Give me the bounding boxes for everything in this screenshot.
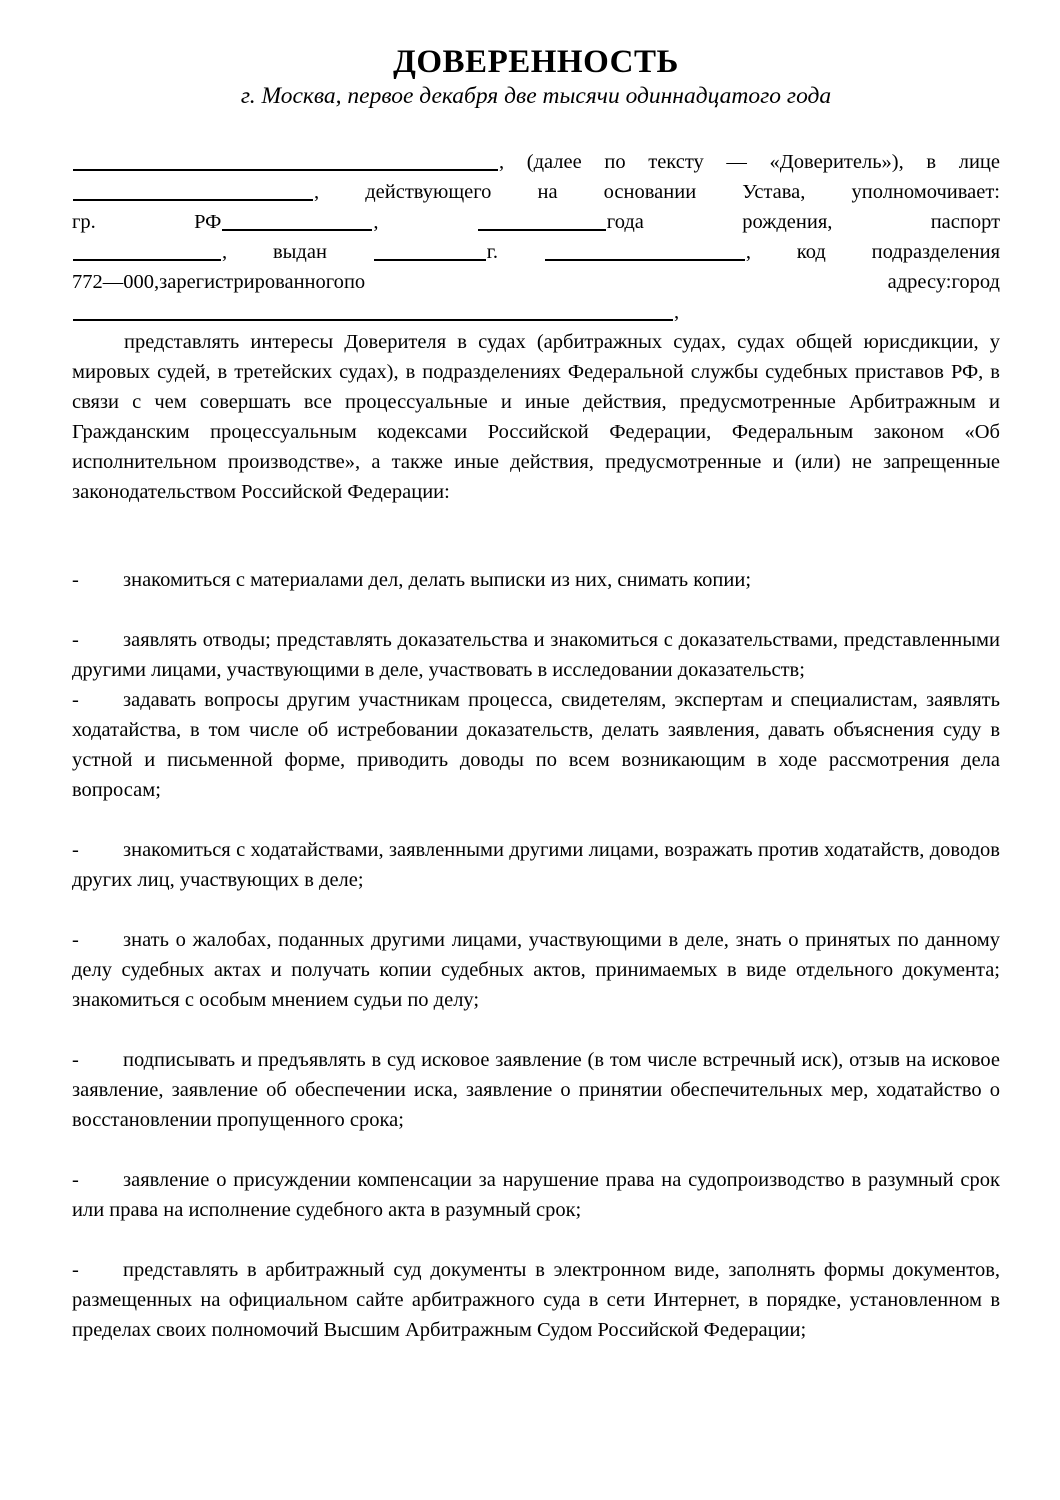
clause-claims xyxy=(72,1045,1000,1135)
representative-name-blank[interactable] xyxy=(73,179,313,202)
preamble-line-5 xyxy=(72,267,1000,297)
country-label: РФ xyxy=(194,210,222,233)
clause-electronic xyxy=(72,1255,1000,1345)
bullet-dash-icon: - xyxy=(72,838,79,861)
clause-questions xyxy=(72,685,1000,805)
preamble-line-1-text: , (далее по тексту — «Доверитель»), в лице xyxy=(499,150,1000,173)
clause-spacer xyxy=(72,1135,1000,1165)
clause-compensation xyxy=(72,1165,1000,1225)
clause-questions-text: задавать вопросы другим участникам процесса, свидетелям, экспертам и специалистам, заявлять ходатайства, в том числе об истребовании доказательств, делать заявления, давать объяснения суду в устной и письменной форме, приводить доводы по всем возникающим в ходе рассмотрения дела вопросам; xyxy=(72,688,1000,801)
authority-scope-paragraph: представлять интересы Доверителя в судах (арбитражных судах, судах общей юрисдикции, у мировых судей, в третейских судах), в подразделениях Федеральной службы судебных приставов РФ, в связи с чем совершать все процессуальные и иные действия, предусмотренные Арбитражным и Гражданским процессуальным кодексами Российской Федерации, Федеральным законом «Об исполнительном производстве», а также иные действия, предусмотренные и (или) не запрещенные законодательством Российской Федерации: xyxy=(72,330,1000,503)
preamble-line-2-text: , действующего на основании Устава, уполномочивает: xyxy=(314,180,1000,203)
bullet-dash-icon: - xyxy=(72,568,79,591)
clause-motions-text: знакомиться с ходатайствами, заявленными другими лицами, возражать против ходатайств, доводов других лиц, участвующих в деле; xyxy=(72,838,1000,891)
issued-label: , выдан xyxy=(222,240,327,263)
issue-date-blank[interactable] xyxy=(374,239,486,262)
citizen-label: гр. xyxy=(72,210,96,233)
address-label: по адресу: xyxy=(343,270,952,293)
birth-date-blank[interactable] xyxy=(478,209,606,232)
clause-spacer xyxy=(72,595,1000,625)
clause-complaints-text: знать о жалобах, поданных другими лицами, участвующими в деле, знать о принятых по данному делу судебных актах и получать копии судебных актов, принимаемых в виде отдельного документа; знакомиться с особым мнением судьи по делу; xyxy=(72,928,1000,1011)
clause-challenges xyxy=(72,625,1000,685)
bullet-dash-icon: - xyxy=(72,628,79,651)
birth-label: рождения, xyxy=(742,210,833,233)
preamble-line-6 xyxy=(72,297,1000,327)
birth-year-label: года xyxy=(606,210,644,233)
clause-spacer xyxy=(72,1225,1000,1255)
page-title: ДОВЕРЕННОСТЬ xyxy=(393,44,679,80)
city-abbrev-label: г. xyxy=(486,240,498,263)
bullet-dash-icon: - xyxy=(72,1168,79,1191)
passport-label: паспорт xyxy=(930,210,1001,233)
clause-spacer xyxy=(72,1015,1000,1045)
clause-electronic-text: представлять в арбитражный суд документы в электронном виде, заполнять формы документов, размещенных на официальном сайте арбитражного суда в сети Интернет, в порядке, установленном в пределах своих полномочий Высшим Арбитражным Судом Российской Федерации; xyxy=(72,1258,1000,1341)
address-blank[interactable] xyxy=(73,299,673,322)
bullet-dash-icon: - xyxy=(72,688,79,711)
clause-spacer xyxy=(72,895,1000,925)
preamble-line-1 xyxy=(72,147,1000,177)
powers-list xyxy=(72,565,1000,1345)
passport-number-blank[interactable] xyxy=(73,239,221,262)
preamble-line-2 xyxy=(72,177,1000,207)
issuing-authority-blank[interactable] xyxy=(545,239,745,262)
division-code-label: , код подразделения xyxy=(745,240,1001,263)
principal-name-blank[interactable] xyxy=(73,149,498,172)
clause-claims-text: подписывать и предъявлять в суд исковое заявление (в том числе встречный иск), отзыв на исковое заявление, заявление об обеспечении иска, заявление о принятии обеспечительных мер, ходатайство о восстановлении пропущенного срока; xyxy=(72,1048,1000,1131)
preamble-line-3 xyxy=(72,207,1000,237)
registered-label: зарегистрированного xyxy=(159,270,344,293)
document-place-and-date: г. Москва, первое декабря две тысячи одиннадцатого года xyxy=(240,82,832,109)
bullet-dash-icon: - xyxy=(72,928,79,951)
bullet-dash-icon: - xyxy=(72,1258,79,1281)
clause-compensation-text: заявление о присуждении компенсации за нарушение права на судопроизводство в разумный срок или права на исполнение судебного акта в разумный срок; xyxy=(72,1168,1000,1221)
spacer-before-clauses xyxy=(72,507,1000,565)
clause-complaints xyxy=(72,925,1000,1015)
preamble-line-6-text: , xyxy=(674,300,680,323)
clause-challenges-text: заявлять отводы; представлять доказательства и знакомиться с доказательствами, представленными другими лицами, участвующими в деле, участвовать в исследовании доказательств; xyxy=(72,628,1000,681)
preamble-line-4 xyxy=(72,237,1000,267)
attorney-name-blank[interactable] xyxy=(222,209,372,232)
clause-materials xyxy=(72,565,1000,595)
preamble-comma-1: , xyxy=(373,210,379,233)
division-code-value: 772—000, xyxy=(72,270,160,293)
city-label: город xyxy=(951,270,1000,293)
clause-motions xyxy=(72,835,1000,895)
clause-spacer xyxy=(72,805,1000,835)
clause-materials-text: знакомиться с материалами дел, делать выписки из них, снимать копии; xyxy=(123,568,752,591)
bullet-dash-icon: - xyxy=(72,1048,79,1071)
preamble-block xyxy=(72,147,1000,327)
